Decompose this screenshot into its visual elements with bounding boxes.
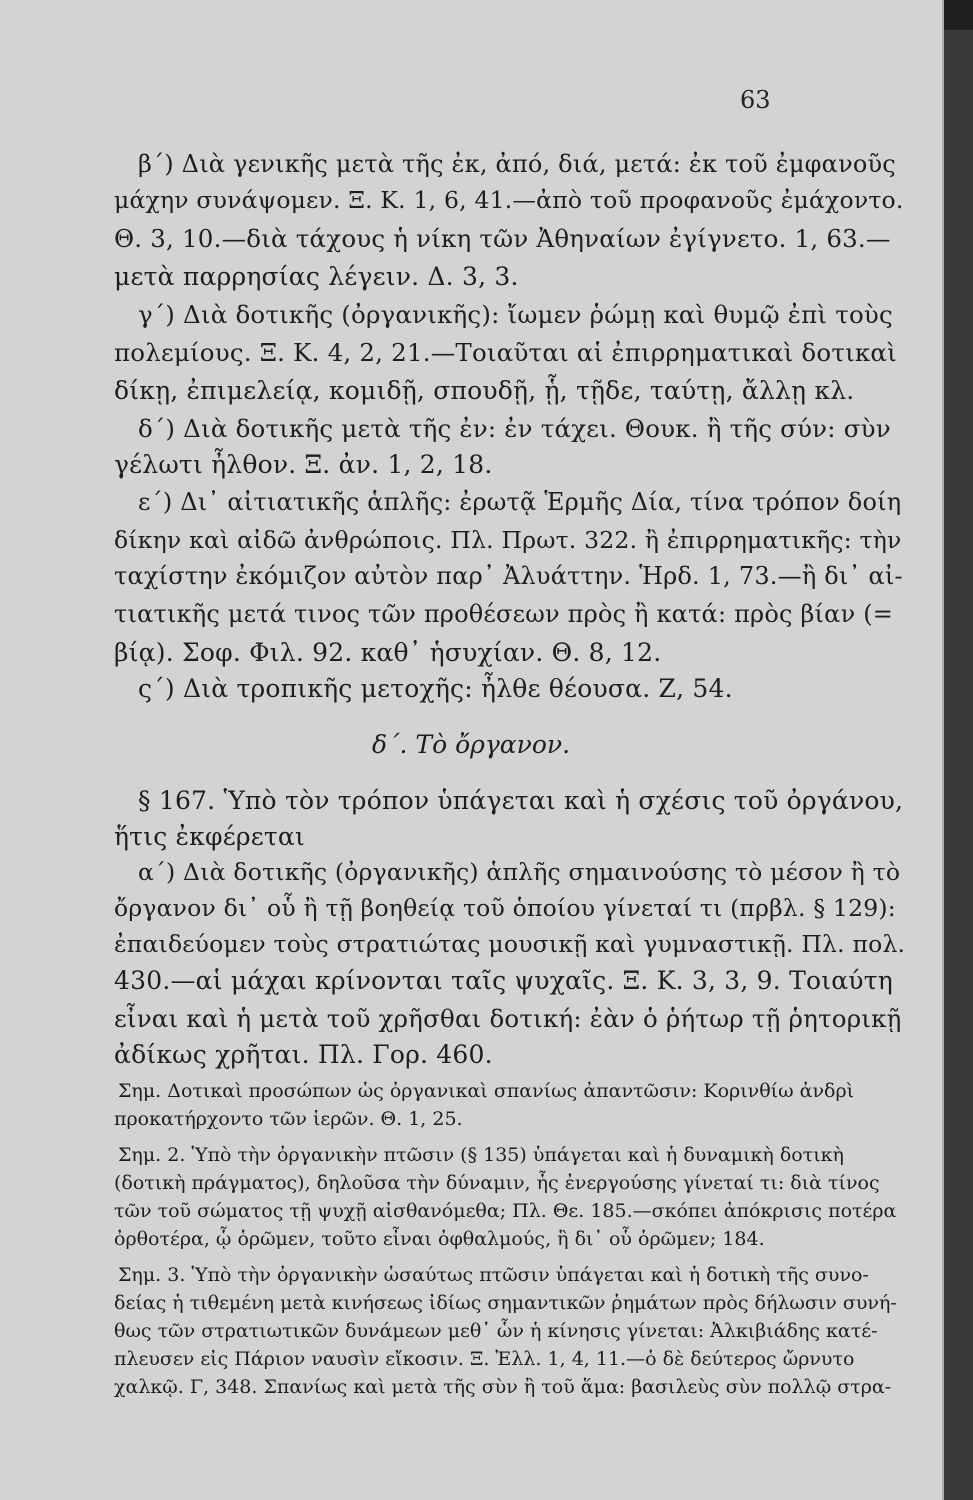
- body-line: δ΄) Διὰ δοτικῆς μετὰ τῆς ἐν: ἐν τάχει. Θουκ. ἢ τῆς σύν: σὺν: [138, 414, 891, 443]
- page-number: 63: [740, 86, 771, 114]
- note-line: πλευσεν εἰς Πάριον ναυσὶν εἴκοσιν. Ξ. Ἑλλ. 1, 4, 11.—ὁ δὲ δεύτερος ὤρνυτο: [114, 1348, 855, 1370]
- note-line: τῶν τοῦ σώματος τῇ ψυχῇ αἰσθανόμεθα; Πλ. Θε. 185.—σκόπει ἀπόκρισις ποτέρα: [114, 1200, 897, 1222]
- note-line: θως τῶν στρατιωτικῶν δυνάμεων μεθ᾽ ὧν ἡ κίνησις γίνεται: Ἀλκιβιάδης κατέ-: [114, 1320, 878, 1342]
- section-line: ἥτις ἐκφέρεται: [114, 822, 306, 851]
- body-line: γέλωτι ἦλθον. Ξ. ἀν. 1, 2, 18.: [114, 450, 493, 479]
- body-line: γ΄) Διὰ δοτικῆς (ὀργανικῆς): ἴωμεν ῥώμῃ καὶ θυμῷ ἐπὶ τοὺς: [138, 300, 893, 329]
- section-line: εἶναι καὶ ἡ μετὰ τοῦ χρῆσθαι δοτική: ἐὰν ὁ ῥήτωρ τῇ ῥητορικῇ: [114, 1004, 902, 1033]
- body-line: πολεμίους. Ξ. Κ. 4, 2, 21.—Τοιαῦται αἱ ἐπιρρηματικαὶ δοτικαὶ: [114, 338, 897, 367]
- section-line: α΄) Διὰ δοτικῆς (ὀργανικῆς) ἁπλῆς σημαινούσης τὸ μέσον ἢ τὸ: [138, 858, 901, 886]
- book-edge: [942, 30, 973, 1500]
- section-line: § 167. Ὑπὸ τὸν τρόπον ὑπάγεται καὶ ἡ σχέσις τοῦ ὀργάνου,: [138, 786, 904, 815]
- note-line: Σημ. 3. Ὑπὸ τὴν ὀργανικὴν ὡσαύτως πτῶσιν ὑπάγεται καὶ ἡ δοτικὴ τῆς συνο-: [118, 1264, 869, 1286]
- body-line: δίκην καὶ αἰδῶ ἀνθρώποις. Πλ. Πρωτ. 322. ἢ ἐπιρρηματικῆς: τὴν: [114, 526, 902, 554]
- body-line: ς΄) Διὰ τροπικῆς μετοχῆς: ἦλθε θέουσα. Ζ, 54.: [138, 674, 733, 703]
- body-line: β΄) Διὰ γενικῆς μετὰ τῆς ἐκ, ἀπό, διά, μετά: ἐκ τοῦ ἐμφανοῦς: [138, 150, 896, 178]
- note-line: χαλκῷ. Γ, 348. Σπανίως καὶ μετὰ τῆς σὺν ἢ τοῦ ἅμα: βασιλεὺς σὺν πολλῷ στρα-: [114, 1376, 892, 1398]
- section-heading: δ΄. Τὸ ὄργανον.: [371, 730, 571, 759]
- note-line: Σημ. Δοτικαὶ προσώπων ὡς ὀργανικαὶ σπανίως ἀπαντῶσιν: Κορινθίω ἀνδρὶ: [118, 1080, 855, 1102]
- body-line: ταχίστην ἐκόμιζον αὐτὸν παρ᾽ Ἀλυάττην. Ἡρδ. 1, 73.—ἢ δι᾽ αἰ-: [114, 562, 903, 590]
- body-line: μετὰ παρρησίας λέγειν. Δ. 3, 3.: [114, 262, 519, 291]
- note-line: Σημ. 2. Ὑπὸ τὴν ὀργανικὴν πτῶσιν (§ 135) ὑπάγεται καὶ ἡ δυναμικὴ δοτικὴ: [118, 1144, 844, 1166]
- note-line: (δοτικὴ πράγματος), δηλοῦσα τὴν δύναμιν, ἧς ἐνεργούσης γίνεταί τι: διὰ τίνος: [114, 1172, 880, 1194]
- body-line: τιατικῆς μετά τινος τῶν προθέσεων πρὸς ἢ κατά: πρὸς βίαν (=: [114, 600, 894, 628]
- note-line: προκατήρχοντο τῶν ἱερῶν. Θ. 1, 25.: [114, 1108, 463, 1130]
- section-line: ὄργανον δι᾽ οὗ ἢ τῇ βοηθείᾳ τοῦ ὁποίου γίνεταί τι (πρβλ. § 129):: [114, 894, 896, 922]
- note-line: ὀρθοτέρα, ᾧ ὁρῶμεν, τοῦτο εἶναι ὀφθαλμούς, ἢ δι᾽ οὗ ὁρῶμεν; 184.: [114, 1228, 765, 1250]
- body-line: Θ. 3, 10.—διὰ τάχους ἡ νίκη τῶν Ἀθηναίων ἐγίγνετο. 1, 63.—: [114, 224, 891, 253]
- section-line: ἐπαιδεύομεν τοὺς στρατιώτας μουσικῇ καὶ γυμναστικῇ. Πλ. πολ.: [114, 930, 906, 958]
- section-line: ἀδίκως χρῆται. Πλ. Γορ. 460.: [114, 1040, 493, 1069]
- section-line: 430.—αἱ μάχαι κρίνονται ταῖς ψυχαῖς. Ξ. Κ. 3, 3, 9. Τοιαύτη: [114, 966, 893, 995]
- note-line: δείας ἡ τιθεμένη μετὰ κινήσεως ἰδίως σημαντικῶν ῥημάτων πρὸς δήλωσιν συνή-: [114, 1292, 897, 1314]
- body-line: μάχην συνάψομεν. Ξ. Κ. 1, 6, 41.—ἀπὸ τοῦ προφανοῦς ἐμάχοντο.: [114, 186, 904, 214]
- body-line: δίκῃ, ἐπιμελείᾳ, κομιδῇ, σπουδῇ, ᾗ, τῇδε, ταύτῃ, ἄλλῃ κλ.: [114, 376, 855, 405]
- body-line: βίᾳ). Σοφ. Φιλ. 92. καθ᾽ ἡσυχίαν. Θ. 8, 12.: [114, 638, 662, 667]
- body-line: ε΄) Δι᾽ αἰτιατικῆς ἁπλῆς: ἐρωτᾷ Ἑρμῆς Δία, τίνα τρόπον δοίη: [138, 488, 902, 516]
